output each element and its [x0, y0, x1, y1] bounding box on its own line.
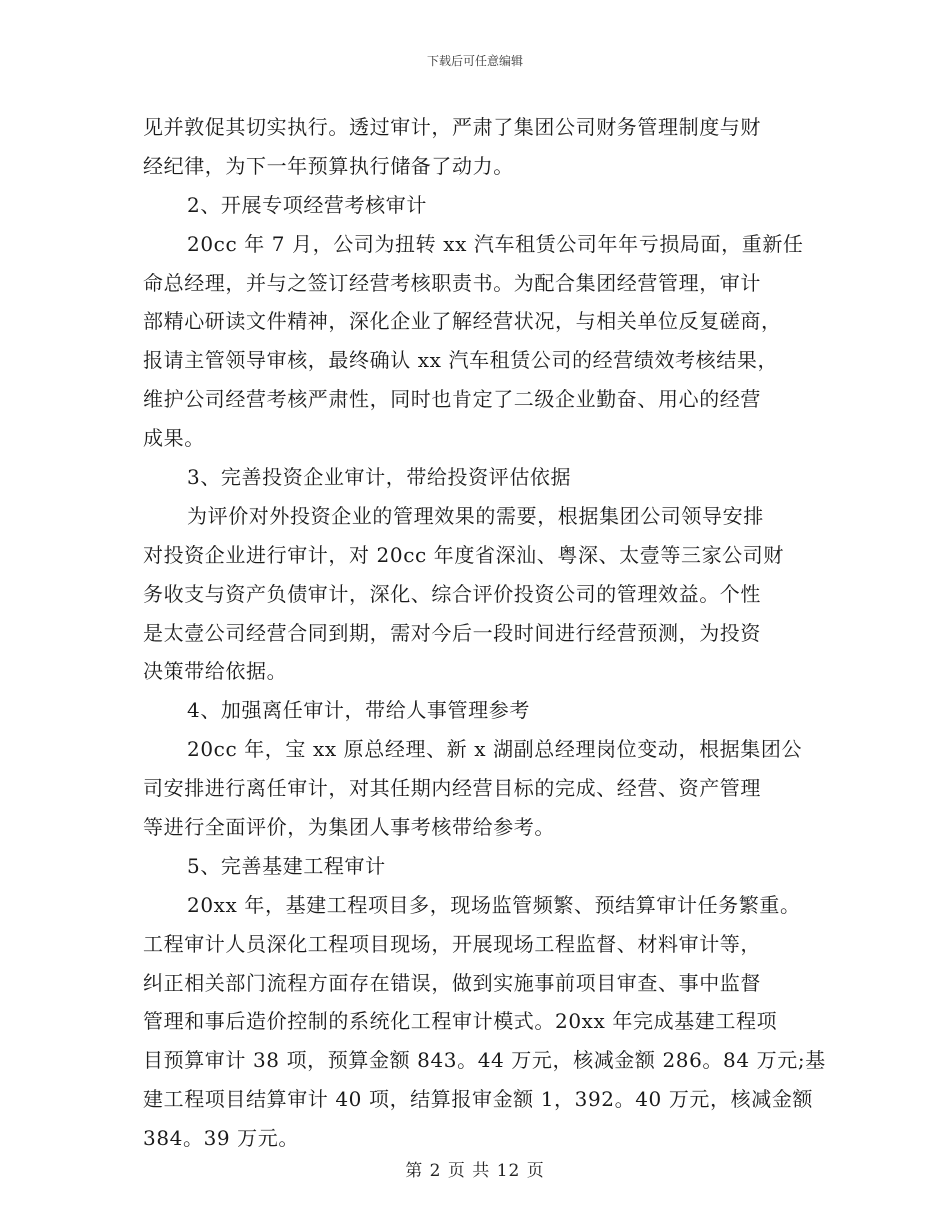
text-line: 对投资企业进行审计，对 20cc 年度省深汕、粤深、太壹等三家公司财: [143, 542, 784, 567]
text-line: 经纪律，为下一年预算执行储备了动力。: [143, 153, 514, 178]
text-line: 见并敦促其切实执行。透过审计，严肃了集团公司财务管理制度与财: [143, 115, 761, 139]
text-line: 为评价对外投资企业的管理效果的需要，根据集团公司领导安排: [187, 503, 764, 528]
section-heading: 4、加强离任审计，带给人事管理参考: [187, 698, 530, 723]
section-heading: 2、开展专项经营考核审计: [187, 192, 427, 217]
text-line: 命总经理，并与之签订经营考核职责书。为配合集团经营管理，审计: [143, 270, 761, 295]
text-line: 司安排进行离任审计，对其任期内经营目标的完成、经营、资产管理: [143, 776, 761, 801]
text-line: 20cc 年 7 月，公司为扭转 xx 汽车租赁公司年年亏损局面，重新任: [187, 231, 804, 256]
text-line: 目预算审计 38 项，预算金额 843。44 万元，核减金额 286。84 万元;基: [143, 1048, 826, 1073]
text-line: 决策带给依据。: [143, 659, 288, 684]
text-line: 20xx 年，基建工程项目多，现场监管频繁、预结算审计任务繁重。: [187, 892, 801, 917]
text-line: 20cc 年，宝 xx 原总经理、新 x 湖副总经理岗位变动，根据集团公: [187, 737, 803, 762]
page-number-footer: 第 2 页 共 12 页: [405, 1161, 545, 1181]
text-line: 成果。: [143, 426, 205, 451]
text-line: 是太壹公司经营合同到期，需对今后一段时间进行经营预测，为投资: [143, 620, 761, 645]
page-header: 下载后可任意编辑: [426, 54, 523, 68]
text-line: 纠正相关部门流程方面存在错误，做到实施事前项目审查、事中监督: [143, 970, 761, 995]
text-line: 工程审计人员深化工程项目现场，开展现场工程监督、材料审计等，: [143, 931, 761, 956]
text-line: 报请主管领导审核，最终确认 xx 汽车租赁公司的经营绩效考核结果，: [143, 348, 779, 373]
section-heading: 3、完善投资企业审计，带给投资评估依据: [187, 465, 572, 490]
text-line: 务收支与资产负债审计，深化、综合评价投资公司的管理效益。个性: [143, 581, 761, 606]
text-line: 部精心研读文件精神，深化企业了解经营状况，与相关单位反复磋商，: [143, 309, 782, 334]
text-line: 等进行全面评价，为集团人事考核带给参考。: [143, 815, 555, 840]
text-line: 建工程项目结算审计 40 项，结算报审金额 1，392。40 万元，核减金额: [143, 1087, 814, 1112]
text-line: 384。39 万元。: [143, 1126, 299, 1151]
text-line: 管理和事后造价控制的系统化工程审计模式。20xx 年完成基建工程项: [143, 1009, 778, 1034]
document-body: [143, 108, 826, 1158]
text-line: 维护公司经营考核严肃性，同时也肯定了二级企业勤奋、用心的经营: [143, 387, 761, 412]
section-heading: 5、完善基建工程审计: [187, 853, 386, 878]
